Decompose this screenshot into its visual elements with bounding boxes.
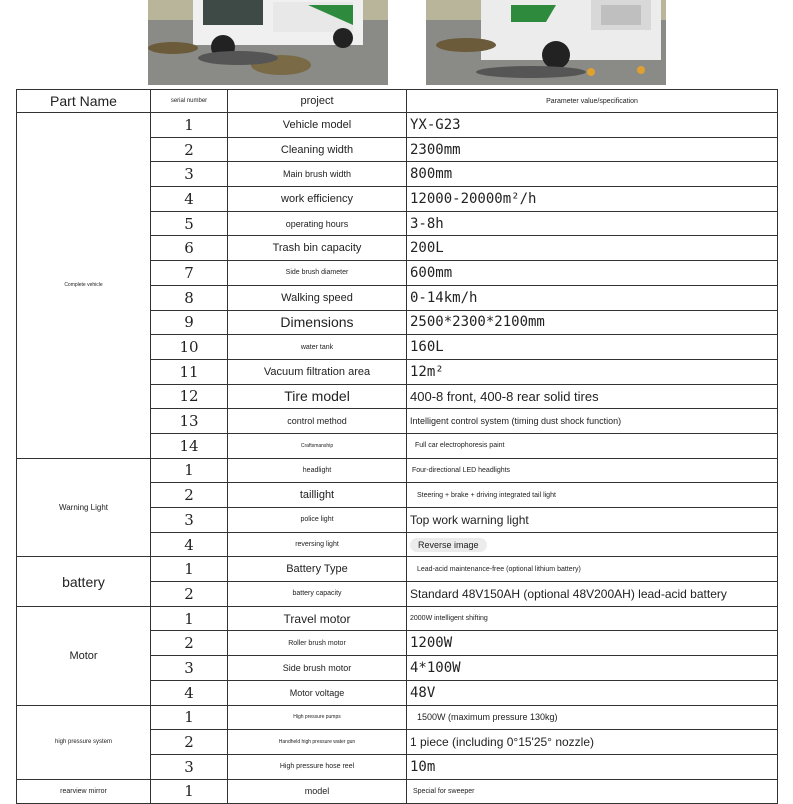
- value-cell: 48V: [407, 680, 778, 705]
- value-cell: 800mm: [407, 162, 778, 187]
- serial-cell: 10: [151, 335, 228, 360]
- header-serial-number: serial number: [151, 90, 228, 113]
- value-cell: Standard 48V150AH (optional 48V200AH) lead-acid battery: [407, 582, 778, 607]
- value-cell: Full car electrophoresis paint: [407, 433, 778, 458]
- serial-cell: 4: [151, 187, 228, 212]
- serial-cell: 4: [151, 532, 228, 557]
- value-cell: 2500*2300*2100mm: [407, 310, 778, 335]
- project-cell: Craftsmanship: [228, 433, 407, 458]
- project-cell: taillight: [228, 483, 407, 508]
- project-cell: Trash bin capacity: [228, 236, 407, 261]
- project-cell: reversing light: [228, 532, 407, 557]
- value-cell: [407, 532, 778, 557]
- project-cell: Vehicle model: [228, 113, 407, 138]
- serial-cell: 1: [151, 458, 228, 483]
- serial-cell: 2: [151, 137, 228, 162]
- project-cell: High pressure hose reel: [228, 754, 407, 779]
- serial-cell: 2: [151, 483, 228, 508]
- table-row: [17, 606, 778, 631]
- group-high-pressure-system: high pressure system: [17, 705, 151, 779]
- serial-cell: 2: [151, 582, 228, 607]
- value-cell: 1200W: [407, 631, 778, 656]
- value-cell: Intelligent control system (timing dust shock function): [407, 409, 778, 434]
- table-row: [17, 458, 778, 483]
- value-cell: 4*100W: [407, 656, 778, 681]
- value-cell: 2300mm: [407, 137, 778, 162]
- project-cell: water tank: [228, 335, 407, 360]
- reverse-image-chip: Reverse image: [410, 538, 487, 552]
- project-cell: headlight: [228, 458, 407, 483]
- value-cell: 200L: [407, 236, 778, 261]
- serial-cell: 5: [151, 211, 228, 236]
- group-rearview-mirror: rearview mirror: [17, 779, 151, 804]
- value-cell: 160L: [407, 335, 778, 360]
- header-project: project: [228, 90, 407, 113]
- group-motor: Motor: [17, 606, 151, 705]
- value-cell: 600mm: [407, 261, 778, 286]
- project-cell: Roller brush motor: [228, 631, 407, 656]
- project-cell: battery capacity: [228, 582, 407, 607]
- project-cell: work efficiency: [228, 187, 407, 212]
- value-cell: YX-G23: [407, 113, 778, 138]
- serial-cell: 11: [151, 359, 228, 384]
- table-row: [17, 113, 778, 138]
- serial-cell: 3: [151, 656, 228, 681]
- project-cell: Motor voltage: [228, 680, 407, 705]
- project-cell: Side brush diameter: [228, 261, 407, 286]
- value-cell: 1 piece (including 0°15'25° nozzle): [407, 730, 778, 755]
- project-cell: Dimensions: [228, 310, 407, 335]
- project-cell: Main brush width: [228, 162, 407, 187]
- sweeper-front-photo: [148, 0, 388, 85]
- project-cell: police light: [228, 508, 407, 533]
- table-row: [17, 705, 778, 730]
- serial-cell: 2: [151, 730, 228, 755]
- project-cell: operating hours: [228, 211, 407, 236]
- serial-cell: 3: [151, 508, 228, 533]
- serial-cell: 4: [151, 680, 228, 705]
- serial-cell: 13: [151, 409, 228, 434]
- group-complete-vehicle: Complete vehicle: [17, 113, 151, 459]
- project-cell: Battery Type: [228, 557, 407, 582]
- value-cell: 12000-20000m²/h: [407, 187, 778, 212]
- value-cell: 2000W intelligent shifting: [407, 606, 778, 631]
- project-cell: model: [228, 779, 407, 804]
- value-cell: 10m: [407, 754, 778, 779]
- value-cell: Special for sweeper: [407, 779, 778, 804]
- value-cell: 3-8h: [407, 211, 778, 236]
- value-cell: 0-14km/h: [407, 285, 778, 310]
- serial-cell: 12: [151, 384, 228, 409]
- header-part-name: Part Name: [17, 90, 151, 113]
- project-cell: Handheld high pressure water gun: [228, 730, 407, 755]
- project-cell: Walking speed: [228, 285, 407, 310]
- serial-cell: 6: [151, 236, 228, 261]
- table-header-row: [17, 90, 778, 113]
- serial-cell: 9: [151, 310, 228, 335]
- serial-cell: 1: [151, 557, 228, 582]
- serial-cell: 3: [151, 162, 228, 187]
- value-cell: 1500W (maximum pressure 130kg): [407, 705, 778, 730]
- sweeper-rear-photo: [426, 0, 666, 85]
- serial-cell: 14: [151, 433, 228, 458]
- serial-cell: 1: [151, 606, 228, 631]
- value-cell: Steering + brake + driving integrated tail light: [407, 483, 778, 508]
- serial-cell: 1: [151, 113, 228, 138]
- serial-cell: 1: [151, 705, 228, 730]
- header-parameter: Parameter value/specification: [407, 90, 778, 113]
- serial-cell: 2: [151, 631, 228, 656]
- group-battery: battery: [17, 557, 151, 606]
- project-cell: High pressure pumps: [228, 705, 407, 730]
- spec-table: [16, 89, 778, 804]
- project-cell: Cleaning width: [228, 137, 407, 162]
- serial-cell: 8: [151, 285, 228, 310]
- serial-cell: 3: [151, 754, 228, 779]
- project-cell: Vacuum filtration area: [228, 359, 407, 384]
- project-cell: Travel motor: [228, 606, 407, 631]
- project-cell: Tire model: [228, 384, 407, 409]
- value-cell: 400-8 front, 400-8 rear solid tires: [407, 384, 778, 409]
- serial-cell: 7: [151, 261, 228, 286]
- group-warning-light: Warning Light: [17, 458, 151, 557]
- value-cell: Lead-acid maintenance-free (optional lithium battery): [407, 557, 778, 582]
- value-cell: 12m²: [407, 359, 778, 384]
- value-cell: Top work warning light: [407, 508, 778, 533]
- value-cell: Four-directional LED headlights: [407, 458, 778, 483]
- project-cell: control method: [228, 409, 407, 434]
- table-row: [17, 779, 778, 804]
- serial-cell: 1: [151, 779, 228, 804]
- project-cell: Side brush motor: [228, 656, 407, 681]
- table-row: [17, 557, 778, 582]
